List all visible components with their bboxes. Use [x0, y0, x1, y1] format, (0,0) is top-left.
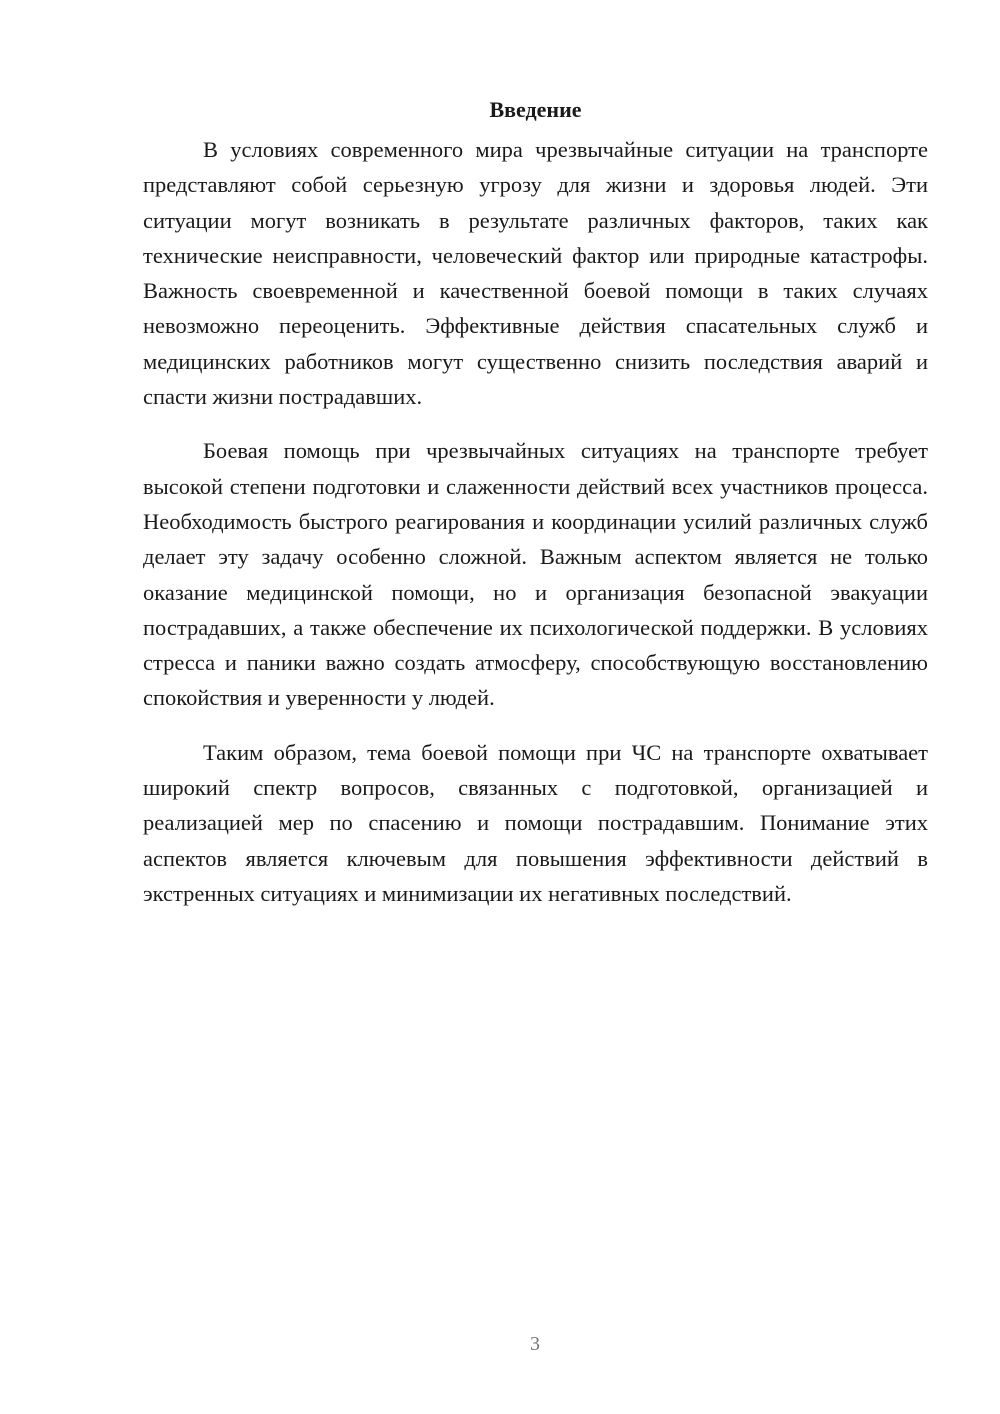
section-heading: Введение — [489, 97, 582, 122]
page-content — [143, 92, 928, 930]
paragraph-3: Таким образом, тема боевой помощи при ЧС на транспорте охватывает широкий спектр вопросов, связанных с подготовкой, организацией и реализацией мер по спасению и помощи пострадавшим. Понимание этих аспектов является ключевым для повышения эффективности действий в экстренных ситуациях и минимизации их негативных последствий. — [143, 739, 928, 906]
paragraph-2: Боевая помощь при чрезвычайных ситуациях на транспорте требует высокой степени подготовки и слаженности действий всех участников процесса. Необходимость быстрого реагирования и координации усилий различных служб делает эту задачу особенно сложной. Важным аспектом является не только оказание медицинской помощи, но и организация безопасной эвакуации пострадавших, а также обеспечение их психологической поддержки. В условиях стресса и паники важно создать атмосферу, способствующую восстановлению спокойствия и уверенности у людей. — [143, 438, 928, 711]
paragraph-1: В условиях современного мира чрезвычайные ситуации на транспорте представляют собой серьезную угрозу для жизни и здоровья людей. Эти ситуации могут возникать в результате различных факторов, таких как технические неисправности, человеческий фактор или природные катастрофы. Важность своевременной и качественной боевой помощи в таких случаях невозможно переоценить. Эффективные действия спасательных служб и медицинских работников могут существенно снизить последствия аварий и спасти жизни пострадавших. — [143, 137, 928, 410]
page-number: 3 — [530, 1333, 540, 1355]
